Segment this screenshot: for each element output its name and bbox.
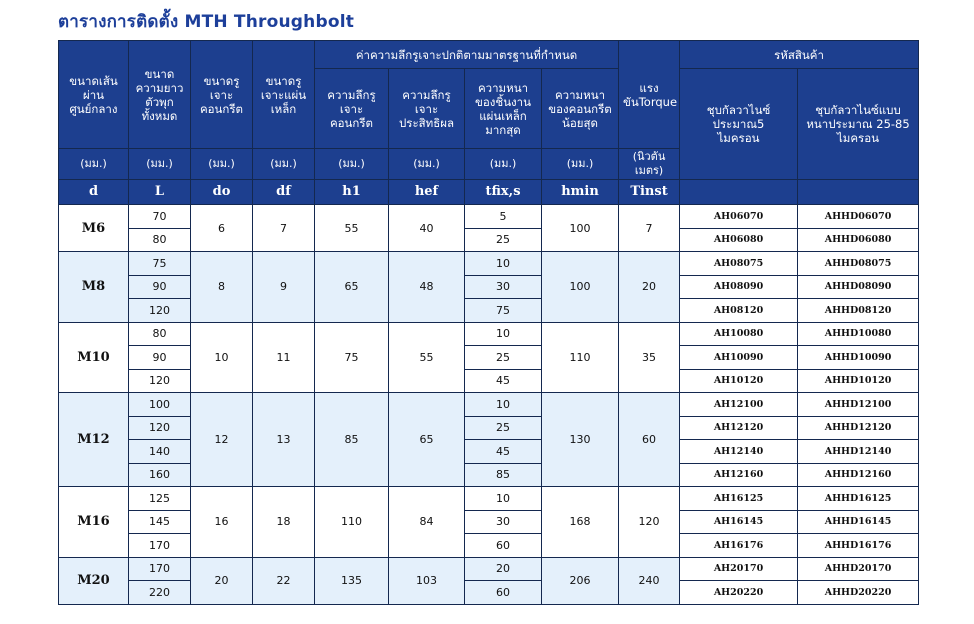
cell-hef: 103 [389, 557, 465, 604]
header-concrete-hole: ขนาดรูเจาะคอนกรีต [191, 41, 253, 149]
cell-code-galvanized: AH12120 [680, 416, 798, 440]
installation-table [58, 40, 919, 605]
cell-h1: 75 [315, 322, 389, 393]
cell-code-galvanized: AH20170 [680, 557, 798, 581]
header-torque: แรงขันTorque [619, 41, 680, 149]
header-code-group: รหัสสินค้า [680, 41, 919, 69]
cell-hef: 55 [389, 322, 465, 393]
cell-tfix: 45 [465, 440, 542, 464]
cell-length: 90 [129, 275, 191, 299]
cell-length: 125 [129, 487, 191, 511]
cell-length: 220 [129, 581, 191, 605]
cell-length: 90 [129, 346, 191, 370]
cell-hef: 65 [389, 393, 465, 487]
cell-tfix: 20 [465, 557, 542, 581]
symbol-hmin: hmin [542, 180, 619, 205]
cell-torque: 7 [619, 205, 680, 252]
table-row [59, 275, 919, 299]
cell-diameter: M6 [59, 205, 129, 252]
table-row [59, 346, 919, 370]
cell-tfix: 5 [465, 205, 542, 229]
cell-torque: 120 [619, 487, 680, 558]
symbol-h1: h1 [315, 180, 389, 205]
symbol-df: df [253, 180, 315, 205]
symbol-d: d [59, 180, 129, 205]
cell-code-hot-dip: AHHD12160 [798, 463, 919, 487]
cell-code-hot-dip: AHHD10090 [798, 346, 919, 370]
unit-L: (มม.) [129, 149, 191, 180]
cell-hmin: 110 [542, 322, 619, 393]
unit-h1: (มม.) [315, 149, 389, 180]
header-code2: ชุบกัลวาไนซ์แบบหนาประมาณ 25-85 ไมครอน [798, 69, 919, 180]
cell-diameter: M16 [59, 487, 129, 558]
cell-torque: 20 [619, 252, 680, 323]
header-code1: ชุบกัลวาไนซ์ประมาณ5 ไมครอน [680, 69, 798, 180]
cell-code-hot-dip: AHHD06080 [798, 228, 919, 252]
header-hef: ความลึกรูเจาะประสิทธิผล [389, 69, 465, 149]
cell-length: 140 [129, 440, 191, 464]
cell-steel-hole: 9 [253, 252, 315, 323]
page-title: ตารางการติดตั้ง MTH Throughbolt [58, 12, 355, 32]
cell-diameter: M12 [59, 393, 129, 487]
table-row [59, 322, 919, 346]
cell-concrete-hole: 20 [191, 557, 253, 604]
cell-diameter: M8 [59, 252, 129, 323]
cell-steel-hole: 22 [253, 557, 315, 604]
cell-h1: 135 [315, 557, 389, 604]
cell-hef: 48 [389, 252, 465, 323]
cell-concrete-hole: 10 [191, 322, 253, 393]
unit-d: (มม.) [59, 149, 129, 180]
cell-code-galvanized: AH10120 [680, 369, 798, 393]
cell-length: 120 [129, 416, 191, 440]
cell-tfix: 10 [465, 393, 542, 417]
cell-tfix: 25 [465, 416, 542, 440]
unit-hef: (มม.) [389, 149, 465, 180]
cell-hmin: 168 [542, 487, 619, 558]
symbol-tfix: tfix,s [465, 180, 542, 205]
table-row [59, 463, 919, 487]
table-row [59, 416, 919, 440]
cell-length: 170 [129, 557, 191, 581]
table-row [59, 581, 919, 605]
cell-h1: 55 [315, 205, 389, 252]
cell-concrete-hole: 16 [191, 487, 253, 558]
table-row [59, 252, 919, 276]
cell-code-galvanized: AH16145 [680, 510, 798, 534]
cell-hmin: 206 [542, 557, 619, 604]
table-row [59, 205, 919, 229]
table-header [59, 41, 919, 205]
table-row [59, 534, 919, 558]
cell-code-galvanized: AH12160 [680, 463, 798, 487]
cell-torque: 240 [619, 557, 680, 604]
cell-hmin: 130 [542, 393, 619, 487]
table-row [59, 557, 919, 581]
cell-concrete-hole: 12 [191, 393, 253, 487]
symbol-L: L [129, 180, 191, 205]
table-row [59, 510, 919, 534]
cell-code-hot-dip: AHHD12140 [798, 440, 919, 464]
cell-code-hot-dip: AHHD20220 [798, 581, 919, 605]
header-length: ขนาดความยาวตัวพุกทั้งหมด [129, 41, 191, 149]
cell-steel-hole: 13 [253, 393, 315, 487]
cell-code-galvanized: AH16176 [680, 534, 798, 558]
table-row [59, 393, 919, 417]
cell-tfix: 25 [465, 228, 542, 252]
cell-code-galvanized: AH10080 [680, 322, 798, 346]
cell-tfix: 30 [465, 275, 542, 299]
cell-length: 170 [129, 534, 191, 558]
header-steel-hole: ขนาดรูเจาะแผ่นเหล็ก [253, 41, 315, 149]
header-depth-group: ค่าความลึกรูเจาะปกติตามมาตรฐานที่กำหนด [315, 41, 619, 69]
cell-steel-hole: 7 [253, 205, 315, 252]
cell-code-hot-dip: AHHD08075 [798, 252, 919, 276]
cell-code-galvanized: AH12140 [680, 440, 798, 464]
cell-code-hot-dip: AHHD08120 [798, 299, 919, 323]
cell-code-hot-dip: AHHD16176 [798, 534, 919, 558]
header-hmin: ความหนาของคอนกรีตน้อยสุด [542, 69, 619, 149]
cell-code-galvanized: AH10090 [680, 346, 798, 370]
cell-code-hot-dip: AHHD10120 [798, 369, 919, 393]
unit-hmin: (มม.) [542, 149, 619, 180]
cell-torque: 60 [619, 393, 680, 487]
cell-code-galvanized: AH08120 [680, 299, 798, 323]
cell-length: 120 [129, 299, 191, 323]
cell-code-hot-dip: AHHD12100 [798, 393, 919, 417]
cell-torque: 35 [619, 322, 680, 393]
cell-length: 80 [129, 228, 191, 252]
cell-hef: 84 [389, 487, 465, 558]
cell-steel-hole: 11 [253, 322, 315, 393]
cell-steel-hole: 18 [253, 487, 315, 558]
table-body [59, 205, 919, 605]
cell-tfix: 60 [465, 534, 542, 558]
cell-tfix: 75 [465, 299, 542, 323]
cell-tfix: 45 [465, 369, 542, 393]
unit-tfix: (มม.) [465, 149, 542, 180]
unit-do: (มม.) [191, 149, 253, 180]
cell-code-hot-dip: AHHD20170 [798, 557, 919, 581]
cell-h1: 110 [315, 487, 389, 558]
cell-code-hot-dip: AHHD12120 [798, 416, 919, 440]
cell-code-galvanized: AH12100 [680, 393, 798, 417]
cell-code-hot-dip: AHHD10080 [798, 322, 919, 346]
symbol-tinst: Tinst [619, 180, 680, 205]
symbol-blank-2 [798, 180, 919, 205]
header-h1: ความลึกรูเจาะคอนกรีต [315, 69, 389, 149]
cell-length: 70 [129, 205, 191, 229]
cell-code-galvanized: AH06080 [680, 228, 798, 252]
cell-length: 75 [129, 252, 191, 276]
cell-tfix: 10 [465, 322, 542, 346]
cell-code-hot-dip: AHHD16145 [798, 510, 919, 534]
cell-tfix: 10 [465, 252, 542, 276]
cell-h1: 85 [315, 393, 389, 487]
cell-length: 160 [129, 463, 191, 487]
cell-tfix: 85 [465, 463, 542, 487]
cell-code-galvanized: AH16125 [680, 487, 798, 511]
cell-code-hot-dip: AHHD08090 [798, 275, 919, 299]
cell-length: 80 [129, 322, 191, 346]
header-diameter: ขนาดเส้นผ่านศูนย์กลาง [59, 41, 129, 149]
cell-tfix: 60 [465, 581, 542, 605]
symbol-do: do [191, 180, 253, 205]
symbol-blank-1 [680, 180, 798, 205]
cell-diameter: M10 [59, 322, 129, 393]
cell-code-galvanized: AH08090 [680, 275, 798, 299]
unit-df: (มม.) [253, 149, 315, 180]
cell-code-hot-dip: AHHD06070 [798, 205, 919, 229]
table-row [59, 299, 919, 323]
table-row [59, 369, 919, 393]
cell-code-galvanized: AH08075 [680, 252, 798, 276]
table-row [59, 440, 919, 464]
cell-code-galvanized: AH20220 [680, 581, 798, 605]
cell-concrete-hole: 6 [191, 205, 253, 252]
table-row [59, 228, 919, 252]
cell-tfix: 25 [465, 346, 542, 370]
cell-hmin: 100 [542, 205, 619, 252]
symbol-hef: hef [389, 180, 465, 205]
cell-code-galvanized: AH06070 [680, 205, 798, 229]
header-tfix: ความหนาของชิ้นงานแผ่นเหล็กมากสุด [465, 69, 542, 149]
cell-hef: 40 [389, 205, 465, 252]
cell-hmin: 100 [542, 252, 619, 323]
cell-length: 145 [129, 510, 191, 534]
unit-tinst: (นิวตันเมตร) [619, 149, 680, 180]
cell-code-hot-dip: AHHD16125 [798, 487, 919, 511]
table-row [59, 487, 919, 511]
cell-diameter: M20 [59, 557, 129, 604]
cell-h1: 65 [315, 252, 389, 323]
cell-concrete-hole: 8 [191, 252, 253, 323]
cell-tfix: 10 [465, 487, 542, 511]
cell-length: 120 [129, 369, 191, 393]
cell-length: 100 [129, 393, 191, 417]
cell-tfix: 30 [465, 510, 542, 534]
